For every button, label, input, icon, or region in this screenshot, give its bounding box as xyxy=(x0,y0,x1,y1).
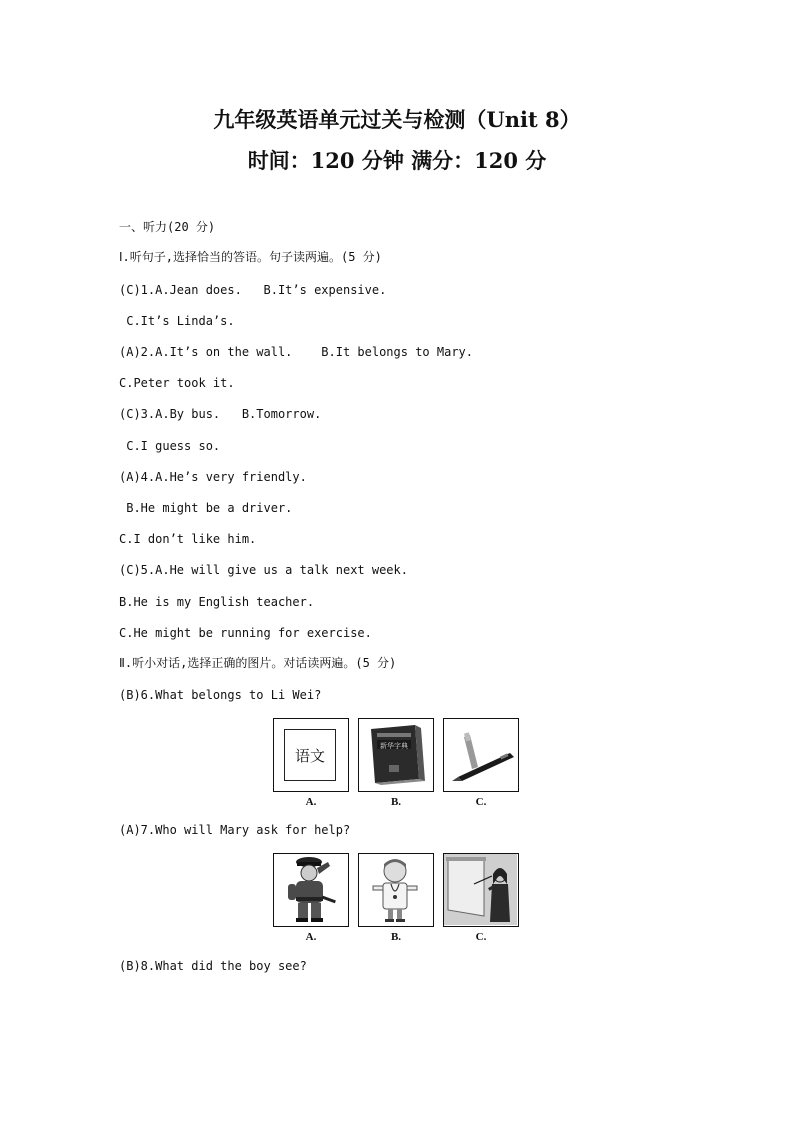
question-line: B.He is my English teacher. xyxy=(119,595,315,609)
pen-image xyxy=(443,718,519,792)
question-line: C.Peter took it. xyxy=(119,376,235,390)
option-label: B. xyxy=(390,796,402,808)
option-label: A. xyxy=(305,931,317,943)
question-line: (B)8.What did the boy see? xyxy=(119,959,307,973)
part-heading: Ⅰ.听句子,选择恰当的答语。句子读两遍。(5 分) xyxy=(119,250,382,264)
question-line: (C)3.A.By bus. B.Tomorrow. xyxy=(119,407,322,421)
dictionary-title: 新华字典 xyxy=(380,742,408,750)
dictionary-image xyxy=(358,718,434,792)
question-line: (B)6.What belongs to Li Wei? xyxy=(119,688,322,702)
exam-title: 九年级英语单元过关与检测（Unit 8） xyxy=(213,107,581,132)
question-line: (A)2.A.It’s on the wall. B.It belongs to Mary. xyxy=(119,345,474,359)
option-label: C. xyxy=(475,796,487,808)
doctor-image xyxy=(358,853,434,927)
option-label: C. xyxy=(475,931,487,943)
question-line: C.I guess so. xyxy=(119,439,221,453)
exam-subtitle: 时间：120 分钟 满分：120 分 xyxy=(247,148,547,173)
chinese-book-image xyxy=(273,718,349,792)
q6-image-options xyxy=(273,718,521,814)
option-label: A. xyxy=(305,796,317,808)
question-line: (A)7.Who will Mary ask for help? xyxy=(119,823,351,837)
question-line: (A)4.A.He’s very friendly. xyxy=(119,470,307,484)
question-line: B.He might be a driver. xyxy=(119,501,293,515)
question-line: C.It’s Linda’s. xyxy=(119,314,235,328)
book-label: 语文 xyxy=(284,729,336,781)
option-label: B. xyxy=(390,931,402,943)
section-heading: 一、听力(20 分) xyxy=(119,220,216,234)
q7-image-options xyxy=(273,853,521,949)
teacher-image xyxy=(443,853,519,927)
question-line: C.He might be running for exercise. xyxy=(119,626,372,640)
question-line: (C)5.A.He will give us a talk next week. xyxy=(119,563,408,577)
policeman-image xyxy=(273,853,349,927)
part-heading: Ⅱ.听小对话,选择正确的图片。对话读两遍。(5 分) xyxy=(119,656,397,670)
question-line: (C)1.A.Jean does. B.It’s expensive. xyxy=(119,283,387,297)
question-line: C.I don’t like him. xyxy=(119,532,257,546)
